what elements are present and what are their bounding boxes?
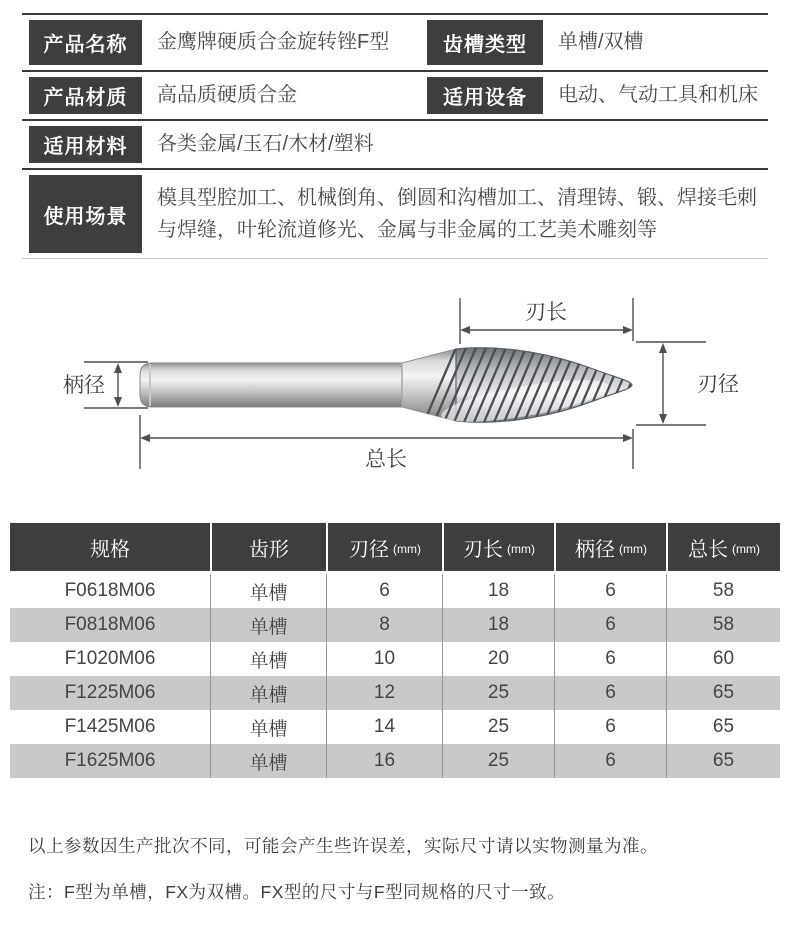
cell-tooth: 单槽 xyxy=(210,608,326,642)
spec-header-blade-dia xyxy=(326,523,442,571)
info-value-flute-type: 单槽/双槽 xyxy=(558,31,644,54)
info-row xyxy=(22,15,768,72)
info-row xyxy=(22,121,768,170)
cell-spec: F1020M06 xyxy=(64,648,156,669)
spec-header-blade-len xyxy=(442,523,554,571)
cell-total-len: 58 xyxy=(666,608,780,642)
spec-header-spec xyxy=(10,523,210,571)
cell-blade-dia: 12 xyxy=(326,676,442,710)
table-row xyxy=(10,574,780,608)
dim-label-blade-length: 刃长 xyxy=(525,301,567,324)
info-value-material: 高品质硬质合金 xyxy=(157,84,297,107)
cell-blade-dia: 10 xyxy=(326,642,442,676)
info-label-product-name: 产品名称 xyxy=(29,20,142,65)
cell-tooth: 单槽 xyxy=(210,676,326,710)
cell-tooth: 单槽 xyxy=(210,710,326,744)
header-text: 规格 xyxy=(90,538,130,561)
cell-spec: F0618M06 xyxy=(64,580,156,601)
table-row xyxy=(10,744,780,778)
info-value-product-name: 金鹰牌硬质合金旋转锉F型 xyxy=(157,31,390,54)
cell-total-len: 65 xyxy=(666,710,780,744)
cell-total-len: 65 xyxy=(666,744,780,778)
cell-spec: F1425M06 xyxy=(64,716,156,737)
note-type: 注：F型为单槽，FX为双槽。FX型的尺寸与F型同规格的尺寸一致。 xyxy=(28,882,566,902)
cell-blade-len: 18 xyxy=(442,608,554,642)
header-unit: (mm) xyxy=(732,542,760,556)
cell-total-len: 58 xyxy=(666,574,780,608)
info-label-workpiece: 适用材料 xyxy=(29,126,142,163)
header-text: 齿形 xyxy=(249,538,289,561)
spec-header-shank-dia xyxy=(554,523,666,571)
header-text: 刃长 xyxy=(463,538,503,561)
header-unit: (mm) xyxy=(619,542,647,556)
tool-drawing xyxy=(0,285,790,515)
cell-total-len: 65 xyxy=(666,676,780,710)
table-row xyxy=(10,676,780,710)
cell-blade-dia: 6 xyxy=(326,574,442,608)
dimension-diagram xyxy=(0,285,790,515)
cell-total-len: 60 xyxy=(666,642,780,676)
info-label-use-case: 使用场景 xyxy=(29,175,142,253)
cell-tooth: 单槽 xyxy=(210,642,326,676)
cell-blade-dia: 16 xyxy=(326,744,442,778)
cell-shank-dia: 6 xyxy=(554,574,666,608)
cell-shank-dia: 6 xyxy=(554,676,666,710)
cell-blade-len: 25 xyxy=(442,710,554,744)
cell-spec: F0818M06 xyxy=(64,614,156,635)
info-label-flute-type: 齿槽类型 xyxy=(427,20,543,65)
spec-header-total-len xyxy=(666,523,780,571)
cell-shank-dia: 6 xyxy=(554,642,666,676)
note-tolerance: 以上参数因生产批次不同，可能会产生些许误差，实际尺寸请以实物测量为准。 xyxy=(28,836,658,856)
dimension-blade-diameter xyxy=(636,342,706,425)
head-flutes xyxy=(410,315,680,455)
dim-label-total-length: 总长 xyxy=(365,448,407,471)
cutting-head-shape xyxy=(410,315,680,455)
spec-header-row xyxy=(10,523,780,571)
cell-blade-dia: 14 xyxy=(326,710,442,744)
header-text: 柄径 xyxy=(575,538,615,561)
spec-table xyxy=(10,523,780,778)
table-row xyxy=(10,642,780,676)
spec-header-tooth xyxy=(210,523,326,571)
dim-label-shank-diameter: 柄径 xyxy=(63,374,105,397)
cell-blade-len: 25 xyxy=(442,676,554,710)
cell-tooth: 单槽 xyxy=(210,574,326,608)
info-row xyxy=(22,170,768,258)
dim-label-blade-diameter: 刃径 xyxy=(697,373,739,396)
header-unit: (mm) xyxy=(393,542,421,556)
info-label-material: 产品材质 xyxy=(29,77,142,114)
header-unit: (mm) xyxy=(507,542,535,556)
info-table xyxy=(22,13,768,259)
table-row xyxy=(10,608,780,642)
info-value-workpiece: 各类金属/玉石/木材/塑料 xyxy=(157,133,374,156)
cell-tooth: 单槽 xyxy=(210,744,326,778)
cell-blade-len: 20 xyxy=(442,642,554,676)
cell-blade-dia: 8 xyxy=(326,608,442,642)
info-row xyxy=(22,72,768,121)
header-text: 总长 xyxy=(688,538,728,561)
footnotes xyxy=(28,833,768,925)
cell-shank-dia: 6 xyxy=(554,710,666,744)
info-value-equipment: 电动、气动工具和机床 xyxy=(558,84,758,107)
cell-spec: F1225M06 xyxy=(64,682,156,703)
cell-blade-len: 25 xyxy=(442,744,554,778)
cell-blade-len: 18 xyxy=(442,574,554,608)
shank-shape xyxy=(140,363,402,407)
table-row xyxy=(10,710,780,744)
cell-shank-dia: 6 xyxy=(554,744,666,778)
header-text: 刃径 xyxy=(349,538,389,561)
cell-spec: F1625M06 xyxy=(64,750,156,771)
cell-shank-dia: 6 xyxy=(554,608,666,642)
info-label-equipment: 适用设备 xyxy=(427,77,543,114)
info-value-use-case: 模具型腔加工、机械倒角、倒圆和沟槽加工、清理铸、锻、焊接毛刺与焊缝，叶轮流道修光、金属与非金属的工艺美术雕刻等 xyxy=(157,186,757,241)
